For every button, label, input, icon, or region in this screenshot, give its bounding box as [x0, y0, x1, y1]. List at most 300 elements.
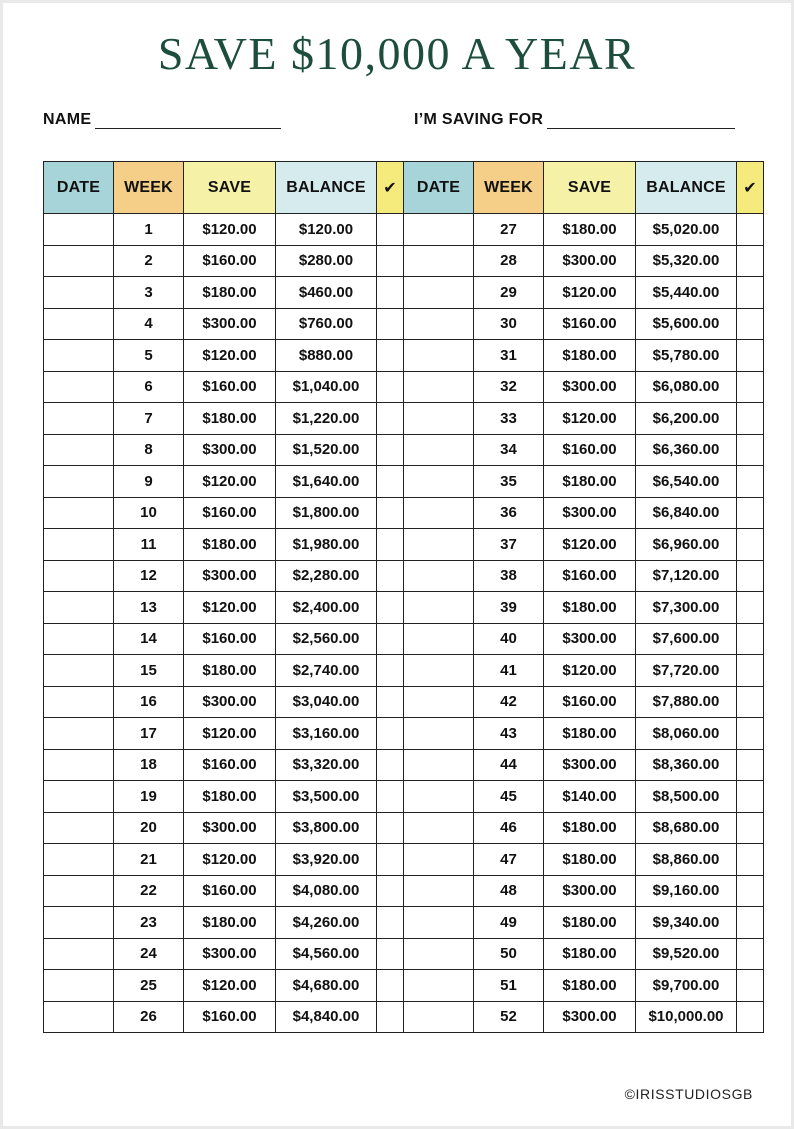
- header-balance: BALANCE: [636, 162, 737, 214]
- check-cell[interactable]: [377, 1001, 404, 1033]
- week-cell: 34: [474, 434, 544, 466]
- check-cell[interactable]: [377, 340, 404, 372]
- date-cell[interactable]: [44, 403, 114, 435]
- balance-cell: $6,360.00: [636, 434, 737, 466]
- save-cell: $120.00: [544, 655, 636, 687]
- date-cell[interactable]: [404, 907, 474, 939]
- save-cell: $180.00: [184, 907, 276, 939]
- date-cell[interactable]: [404, 718, 474, 750]
- date-cell[interactable]: [404, 403, 474, 435]
- date-cell[interactable]: [404, 466, 474, 498]
- save-cell: $300.00: [544, 623, 636, 655]
- balance-cell: $3,920.00: [276, 844, 377, 876]
- week-cell: 43: [474, 718, 544, 750]
- balance-cell: $280.00: [276, 245, 377, 277]
- save-cell: $120.00: [184, 844, 276, 876]
- check-cell[interactable]: [737, 812, 764, 844]
- name-blank-line[interactable]: [95, 114, 281, 129]
- week-cell: 33: [474, 403, 544, 435]
- check-cell[interactable]: [377, 529, 404, 561]
- date-cell[interactable]: [44, 308, 114, 340]
- balance-cell: $1,220.00: [276, 403, 377, 435]
- week-cell: 42: [474, 686, 544, 718]
- date-cell[interactable]: [44, 434, 114, 466]
- saving-for-field: [414, 107, 735, 129]
- check-cell[interactable]: [377, 245, 404, 277]
- save-cell: $120.00: [184, 970, 276, 1002]
- week-cell: 17: [114, 718, 184, 750]
- save-cell: $120.00: [184, 214, 276, 246]
- check-cell[interactable]: [377, 781, 404, 813]
- date-cell[interactable]: [44, 560, 114, 592]
- week-cell: 10: [114, 497, 184, 529]
- week-cell: 35: [474, 466, 544, 498]
- save-cell: $120.00: [184, 466, 276, 498]
- save-cell: $120.00: [544, 529, 636, 561]
- date-cell[interactable]: [44, 245, 114, 277]
- save-cell: $120.00: [184, 718, 276, 750]
- check-cell[interactable]: [737, 560, 764, 592]
- check-cell[interactable]: [377, 655, 404, 687]
- check-cell[interactable]: [377, 970, 404, 1002]
- balance-cell: $8,860.00: [636, 844, 737, 876]
- table-header-row: [44, 162, 764, 214]
- save-cell: $180.00: [544, 970, 636, 1002]
- balance-cell: $6,960.00: [636, 529, 737, 561]
- date-cell[interactable]: [44, 686, 114, 718]
- page-title: SAVE $10,000 A YEAR: [157, 28, 637, 79]
- date-cell[interactable]: [44, 466, 114, 498]
- save-cell: $180.00: [544, 907, 636, 939]
- check-cell[interactable]: [737, 371, 764, 403]
- check-cell[interactable]: [737, 340, 764, 372]
- week-cell: 27: [474, 214, 544, 246]
- balance-cell: $9,520.00: [636, 938, 737, 970]
- check-cell[interactable]: [377, 812, 404, 844]
- week-cell: 36: [474, 497, 544, 529]
- date-cell[interactable]: [404, 875, 474, 907]
- week-cell: 25: [114, 970, 184, 1002]
- date-cell[interactable]: [44, 907, 114, 939]
- week-cell: 31: [474, 340, 544, 372]
- check-cell[interactable]: [377, 686, 404, 718]
- check-cell[interactable]: [737, 907, 764, 939]
- balance-cell: $4,680.00: [276, 970, 377, 1002]
- check-cell[interactable]: [737, 938, 764, 970]
- check-cell[interactable]: [377, 592, 404, 624]
- date-cell[interactable]: [44, 371, 114, 403]
- balance-cell: $1,640.00: [276, 466, 377, 498]
- date-cell[interactable]: [404, 970, 474, 1002]
- check-cell[interactable]: [737, 466, 764, 498]
- date-cell[interactable]: [44, 844, 114, 876]
- balance-cell: $3,800.00: [276, 812, 377, 844]
- date-cell[interactable]: [44, 781, 114, 813]
- balance-cell: $6,840.00: [636, 497, 737, 529]
- header-check-icon: ✔: [737, 162, 764, 214]
- balance-cell: $5,780.00: [636, 340, 737, 372]
- table-row: [44, 907, 764, 939]
- balance-cell: $2,740.00: [276, 655, 377, 687]
- week-cell: 44: [474, 749, 544, 781]
- table-row: [44, 749, 764, 781]
- balance-cell: $8,680.00: [636, 812, 737, 844]
- week-cell: 13: [114, 592, 184, 624]
- date-cell[interactable]: [404, 686, 474, 718]
- save-cell: $300.00: [184, 560, 276, 592]
- table-row: [44, 875, 764, 907]
- date-cell[interactable]: [404, 844, 474, 876]
- table-row: [44, 245, 764, 277]
- table-row: [44, 844, 764, 876]
- check-cell[interactable]: [377, 718, 404, 750]
- week-cell: 18: [114, 749, 184, 781]
- check-cell[interactable]: [737, 844, 764, 876]
- date-cell[interactable]: [404, 245, 474, 277]
- table-row: [44, 1001, 764, 1033]
- check-cell[interactable]: [737, 875, 764, 907]
- date-cell[interactable]: [404, 655, 474, 687]
- table-row: [44, 529, 764, 561]
- date-cell[interactable]: [404, 1001, 474, 1033]
- week-cell: 26: [114, 1001, 184, 1033]
- table-row: [44, 655, 764, 687]
- save-cell: $180.00: [544, 340, 636, 372]
- balance-cell: $1,980.00: [276, 529, 377, 561]
- date-cell[interactable]: [404, 560, 474, 592]
- table-row: [44, 812, 764, 844]
- table-row: [44, 371, 764, 403]
- save-cell: $300.00: [184, 434, 276, 466]
- check-cell[interactable]: [377, 907, 404, 939]
- date-cell[interactable]: [44, 875, 114, 907]
- header-week: WEEK: [474, 162, 544, 214]
- date-cell[interactable]: [404, 434, 474, 466]
- check-cell[interactable]: [737, 245, 764, 277]
- save-cell: $160.00: [184, 497, 276, 529]
- balance-cell: $4,560.00: [276, 938, 377, 970]
- saving-for-blank-line[interactable]: [547, 114, 735, 129]
- week-cell: 16: [114, 686, 184, 718]
- date-cell[interactable]: [44, 938, 114, 970]
- balance-cell: $7,720.00: [636, 655, 737, 687]
- check-cell[interactable]: [737, 214, 764, 246]
- date-cell[interactable]: [44, 970, 114, 1002]
- check-cell[interactable]: [737, 434, 764, 466]
- table-row: [44, 308, 764, 340]
- table-body: [44, 214, 764, 1033]
- balance-cell: $9,700.00: [636, 970, 737, 1002]
- date-cell[interactable]: [44, 812, 114, 844]
- save-cell: $160.00: [184, 875, 276, 907]
- week-cell: 6: [114, 371, 184, 403]
- save-cell: $300.00: [544, 497, 636, 529]
- save-cell: $160.00: [544, 434, 636, 466]
- save-cell: $120.00: [544, 277, 636, 309]
- date-cell[interactable]: [44, 340, 114, 372]
- balance-cell: $460.00: [276, 277, 377, 309]
- date-cell[interactable]: [44, 1001, 114, 1033]
- date-cell[interactable]: [44, 749, 114, 781]
- balance-cell: $6,200.00: [636, 403, 737, 435]
- week-cell: 14: [114, 623, 184, 655]
- check-cell[interactable]: [377, 434, 404, 466]
- week-cell: 2: [114, 245, 184, 277]
- week-cell: 46: [474, 812, 544, 844]
- balance-cell: $5,440.00: [636, 277, 737, 309]
- save-cell: $180.00: [544, 214, 636, 246]
- date-cell[interactable]: [404, 277, 474, 309]
- table-row: [44, 340, 764, 372]
- check-cell[interactable]: [377, 875, 404, 907]
- check-cell[interactable]: [737, 1001, 764, 1033]
- week-cell: 1: [114, 214, 184, 246]
- save-cell: $180.00: [184, 655, 276, 687]
- table-row: [44, 623, 764, 655]
- balance-cell: $120.00: [276, 214, 377, 246]
- date-cell[interactable]: [44, 655, 114, 687]
- table-row: [44, 560, 764, 592]
- save-cell: $120.00: [184, 592, 276, 624]
- balance-cell: $7,600.00: [636, 623, 737, 655]
- table-row: [44, 403, 764, 435]
- save-cell: $160.00: [184, 245, 276, 277]
- save-cell: $160.00: [544, 686, 636, 718]
- week-cell: 7: [114, 403, 184, 435]
- header-balance: BALANCE: [276, 162, 377, 214]
- save-cell: $300.00: [184, 308, 276, 340]
- check-cell[interactable]: [377, 497, 404, 529]
- balance-cell: $4,080.00: [276, 875, 377, 907]
- save-cell: $180.00: [544, 718, 636, 750]
- save-cell: $300.00: [544, 875, 636, 907]
- balance-cell: $7,880.00: [636, 686, 737, 718]
- date-cell[interactable]: [404, 529, 474, 561]
- date-cell[interactable]: [404, 812, 474, 844]
- save-cell: $160.00: [184, 749, 276, 781]
- check-cell[interactable]: [737, 277, 764, 309]
- header-date: DATE: [404, 162, 474, 214]
- balance-cell: $6,080.00: [636, 371, 737, 403]
- week-cell: 37: [474, 529, 544, 561]
- week-cell: 49: [474, 907, 544, 939]
- week-cell: 24: [114, 938, 184, 970]
- save-cell: $160.00: [184, 1001, 276, 1033]
- week-cell: 4: [114, 308, 184, 340]
- date-cell[interactable]: [404, 781, 474, 813]
- savings-sheet: [3, 3, 791, 1126]
- week-cell: 30: [474, 308, 544, 340]
- check-cell[interactable]: [377, 749, 404, 781]
- save-cell: $160.00: [544, 308, 636, 340]
- table-row: [44, 718, 764, 750]
- date-cell[interactable]: [404, 749, 474, 781]
- check-cell[interactable]: [737, 308, 764, 340]
- week-cell: 5: [114, 340, 184, 372]
- name-field: [43, 107, 281, 129]
- balance-cell: $760.00: [276, 308, 377, 340]
- balance-cell: $7,120.00: [636, 560, 737, 592]
- save-cell: $180.00: [184, 781, 276, 813]
- check-cell[interactable]: [377, 623, 404, 655]
- week-cell: 8: [114, 434, 184, 466]
- save-cell: $160.00: [184, 623, 276, 655]
- table-row: [44, 686, 764, 718]
- date-cell[interactable]: [404, 623, 474, 655]
- balance-cell: $3,040.00: [276, 686, 377, 718]
- check-cell[interactable]: [377, 214, 404, 246]
- check-cell[interactable]: [737, 655, 764, 687]
- week-cell: 21: [114, 844, 184, 876]
- date-cell[interactable]: [404, 371, 474, 403]
- save-cell: $300.00: [544, 245, 636, 277]
- save-cell: $140.00: [544, 781, 636, 813]
- balance-cell: $5,020.00: [636, 214, 737, 246]
- date-cell[interactable]: [44, 623, 114, 655]
- check-cell[interactable]: [377, 403, 404, 435]
- save-cell: $180.00: [544, 466, 636, 498]
- table-row: [44, 781, 764, 813]
- check-cell[interactable]: [737, 686, 764, 718]
- week-cell: 22: [114, 875, 184, 907]
- check-cell[interactable]: [377, 844, 404, 876]
- week-cell: 28: [474, 245, 544, 277]
- week-cell: 19: [114, 781, 184, 813]
- balance-cell: $5,320.00: [636, 245, 737, 277]
- header-save: SAVE: [544, 162, 636, 214]
- balance-cell: $10,000.00: [636, 1001, 737, 1033]
- save-cell: $120.00: [544, 403, 636, 435]
- balance-cell: $9,160.00: [636, 875, 737, 907]
- save-cell: $300.00: [184, 686, 276, 718]
- check-cell[interactable]: [377, 466, 404, 498]
- save-cell: $160.00: [184, 371, 276, 403]
- balance-cell: $880.00: [276, 340, 377, 372]
- check-cell[interactable]: [377, 560, 404, 592]
- check-cell[interactable]: [737, 592, 764, 624]
- week-cell: 15: [114, 655, 184, 687]
- save-cell: $300.00: [184, 812, 276, 844]
- save-cell: $180.00: [184, 403, 276, 435]
- check-cell[interactable]: [737, 749, 764, 781]
- week-cell: 12: [114, 560, 184, 592]
- balance-cell: $8,500.00: [636, 781, 737, 813]
- week-cell: 51: [474, 970, 544, 1002]
- table-row: [44, 466, 764, 498]
- save-cell: $180.00: [184, 529, 276, 561]
- week-cell: 20: [114, 812, 184, 844]
- week-cell: 47: [474, 844, 544, 876]
- check-cell[interactable]: [737, 718, 764, 750]
- save-cell: $160.00: [544, 560, 636, 592]
- date-cell[interactable]: [44, 718, 114, 750]
- copyright-footer: ©IRISSTUDIOSGB: [624, 1086, 753, 1102]
- table-row: [44, 592, 764, 624]
- save-cell: $300.00: [544, 371, 636, 403]
- balance-cell: $1,040.00: [276, 371, 377, 403]
- check-cell[interactable]: [737, 781, 764, 813]
- balance-cell: $4,840.00: [276, 1001, 377, 1033]
- save-cell: $180.00: [544, 844, 636, 876]
- table-row: [44, 497, 764, 529]
- date-cell[interactable]: [404, 340, 474, 372]
- save-cell: $180.00: [544, 938, 636, 970]
- save-cell: $300.00: [184, 938, 276, 970]
- header-date: DATE: [44, 162, 114, 214]
- table-row: [44, 938, 764, 970]
- week-cell: 40: [474, 623, 544, 655]
- date-cell[interactable]: [44, 592, 114, 624]
- date-cell[interactable]: [404, 592, 474, 624]
- table-row: [44, 970, 764, 1002]
- check-cell[interactable]: [737, 403, 764, 435]
- header-check-icon: ✔: [377, 162, 404, 214]
- table-row: [44, 434, 764, 466]
- week-cell: 23: [114, 907, 184, 939]
- name-label: NAME: [43, 111, 92, 128]
- date-cell[interactable]: [404, 308, 474, 340]
- table-row: [44, 277, 764, 309]
- balance-cell: $2,280.00: [276, 560, 377, 592]
- date-cell[interactable]: [404, 214, 474, 246]
- date-cell[interactable]: [404, 497, 474, 529]
- check-cell[interactable]: [377, 938, 404, 970]
- save-cell: $180.00: [544, 812, 636, 844]
- balance-cell: $3,160.00: [276, 718, 377, 750]
- save-cell: $180.00: [544, 592, 636, 624]
- check-cell[interactable]: [737, 497, 764, 529]
- balance-cell: $1,520.00: [276, 434, 377, 466]
- balance-cell: $9,340.00: [636, 907, 737, 939]
- save-cell: $300.00: [544, 749, 636, 781]
- date-cell[interactable]: [404, 938, 474, 970]
- week-cell: 48: [474, 875, 544, 907]
- week-cell: 50: [474, 938, 544, 970]
- date-cell[interactable]: [44, 214, 114, 246]
- date-cell[interactable]: [44, 277, 114, 309]
- header-save: SAVE: [184, 162, 276, 214]
- check-cell[interactable]: [737, 529, 764, 561]
- week-cell: 29: [474, 277, 544, 309]
- balance-cell: $4,260.00: [276, 907, 377, 939]
- week-cell: 11: [114, 529, 184, 561]
- date-cell[interactable]: [44, 529, 114, 561]
- balance-cell: $6,540.00: [636, 466, 737, 498]
- check-cell[interactable]: [377, 277, 404, 309]
- savings-table: [43, 161, 764, 1033]
- balance-cell: $8,060.00: [636, 718, 737, 750]
- save-cell: $120.00: [184, 340, 276, 372]
- check-cell[interactable]: [737, 623, 764, 655]
- check-cell[interactable]: [377, 371, 404, 403]
- check-cell[interactable]: [377, 308, 404, 340]
- week-cell: 41: [474, 655, 544, 687]
- date-cell[interactable]: [44, 497, 114, 529]
- header-week: WEEK: [114, 162, 184, 214]
- week-cell: 52: [474, 1001, 544, 1033]
- save-cell: $180.00: [184, 277, 276, 309]
- balance-cell: $7,300.00: [636, 592, 737, 624]
- balance-cell: $2,560.00: [276, 623, 377, 655]
- week-cell: 38: [474, 560, 544, 592]
- balance-cell: $8,360.00: [636, 749, 737, 781]
- check-cell[interactable]: [737, 970, 764, 1002]
- week-cell: 39: [474, 592, 544, 624]
- week-cell: 32: [474, 371, 544, 403]
- week-cell: 3: [114, 277, 184, 309]
- balance-cell: $2,400.00: [276, 592, 377, 624]
- table-row: [44, 214, 764, 246]
